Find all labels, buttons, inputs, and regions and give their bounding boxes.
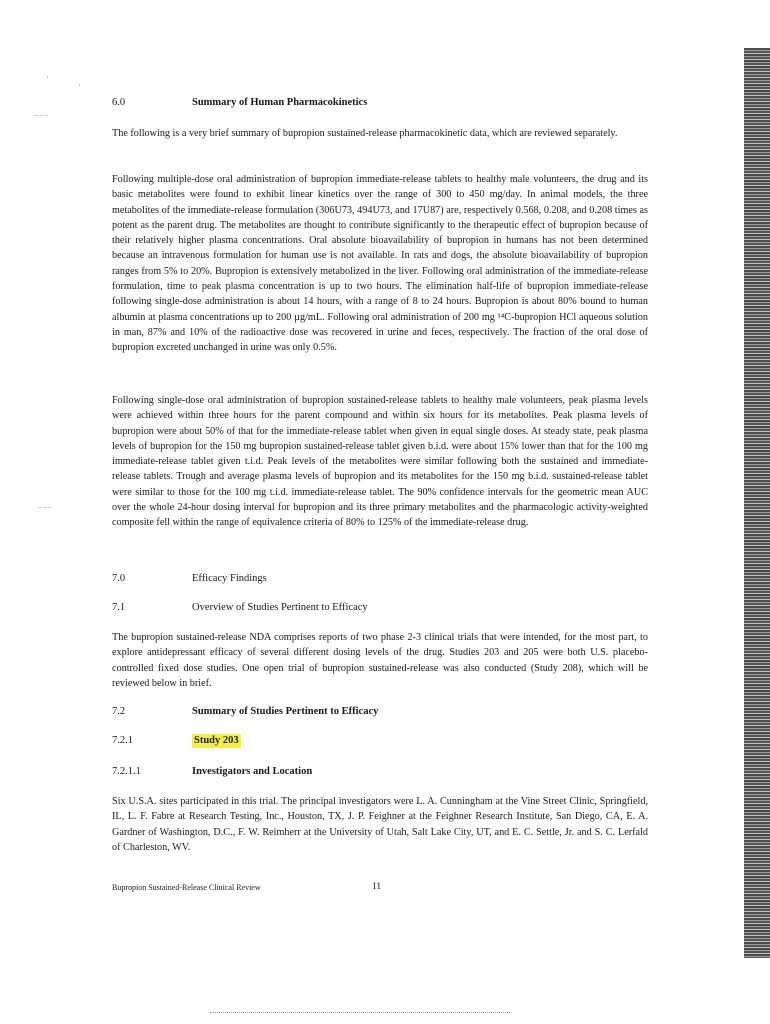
section-number: 7.2.1 <box>112 735 133 746</box>
section-title-highlighted: Study 203 <box>194 735 239 746</box>
scan-speck: · <box>78 80 81 90</box>
paragraph-multidose: Following multiple-dose oral administration of bupropion immediate-release tablets to healthy male volunteers, the drug and its basic metabolites were found to exhibit linear kinetics over the range of 300 to 450 mg/day. In animal models, the three metabolites of the immediate-release formulation (306U73, 494U73, and 17U87) are, respectively 0.568, 0.208, and 0.208 times as potent as the parent drug. The metabolites are thought to contribute significantly to the therapeutic effect of bupropion because of their relatively higher plasma concentrations. Oral absolute bioavailability of bupropion in humans has not been determined because an intravenous formulation for human use is not available. In rats and dogs, the absolute bioavailability of bupropion ranges from 5% to 20%. Bupropion is extensively metabolized in the liver. Following oral administration of the immediate-release formulation, time to peak plasma concentration is up to two hours. The elimination half-life of bupropion immediate-release following single-dose administration is about 14 hours, with a range of 8 to 24 hours. Bupropion is about 80% bound to human albumin at plasma concentrations up to 200 µg/mL. Following oral administration of 200 mg ¹⁴C-bupropion HCl aqueous solution in man, 87% and 10% of the radioactive dose was recovered in urine and feces, respectively. The fraction of the oral dose of bupropion excreted unchanged in urine was only 0.5%. <box>112 174 648 354</box>
scan-speck: ⁻⁻⁻ <box>34 112 49 122</box>
paragraph-intro: The following is a very brief summary of bupropion sustained-release pharmacokinetic data, which are reviewed separately. <box>112 128 618 139</box>
section-title: Investigators and Location <box>192 766 313 777</box>
page-number: 11 <box>372 882 382 892</box>
footer-label: Bupropion Sustained-Release Clinical Review <box>112 883 261 892</box>
paragraph-singledose: Following single-dose oral administration of bupropion sustained-release tablets to healthy male volunteers, peak plasma levels were achieved within three hours for the parent compound and within six hours for its metabolites. Peak plasma levels of bupropion were about 50% of that for the immediate-release tablet when given in equal single doses. At steady state, peak plasma levels of bupropion for the 150 mg bupropion sustained-release tablet given b.i.d. were about 15% lower than that for the 100 mg immediate-release tablet given t.i.d. Peak levels of the metabolites were similar following both the sustained and immediate-release tablets. Trough and average plasma levels of bupropion and its metabolites for the 150 mg b.i.d. sustained-release tablet were similar to those for the 100 mg t.i.d. immediate-release tablet. The 90% confidence intervals for the geometric mean AUC over the whole 24-hour dosing interval for bupropion and its three primary metabolites and the pharmacologic activity-weighted composite fell within the range of equivalence criteria of 80% to 125% of the immediate-release drug. <box>112 395 648 529</box>
paragraph-overview: The bupropion sustained-release NDA comprises reports of two phase 2-3 clinical trials that were intended, for the most part, to explore antidepressant efficacy of several different dosing levels of the drug. Studies 203 and 205 were both U.S. placebo-controlled fixed dose studies. One open trial of bupropion sustained-release was also conducted (Study 208), which will be reviewed below in brief. <box>112 632 648 689</box>
scan-dotted-line <box>210 1012 510 1014</box>
paragraph-investigators: Six U.S.A. sites participated in this trial. The principal investigators were L. A. Cunningham at the Vine Street Clinic, Springfield, IL, L. F. Fabre at Research Testing, Inc., Houston, TX, J. P. Feighner at the Feighner Research Institute, San Diego, CA, E. A. Gardner of Washington, D.C., F. W. Reimherr at the University of Utah, Salt Lake City, UT, and E. C. Settle, Jr. and S. C. Lerfald of Charleston, WV. <box>112 796 648 853</box>
section-number: 7.2.1.1 <box>112 766 141 777</box>
scan-edge-artifact <box>744 48 770 958</box>
section-title: Overview of Studies Pertinent to Efficacy <box>192 602 368 613</box>
section-number: 7.2 <box>112 706 126 717</box>
scan-speck: · <box>46 72 49 82</box>
scan-speck: ⁻⁻⁻ <box>38 504 53 514</box>
section-title: Summary of Human Pharmacokinetics <box>192 97 368 108</box>
section-title: Summary of Studies Pertinent to Efficacy <box>192 706 379 717</box>
section-number: 6.0 <box>112 97 126 108</box>
section-title: Efficacy Findings <box>192 573 267 584</box>
section-number: 7.1 <box>112 602 126 613</box>
section-number: 7.0 <box>112 573 126 584</box>
